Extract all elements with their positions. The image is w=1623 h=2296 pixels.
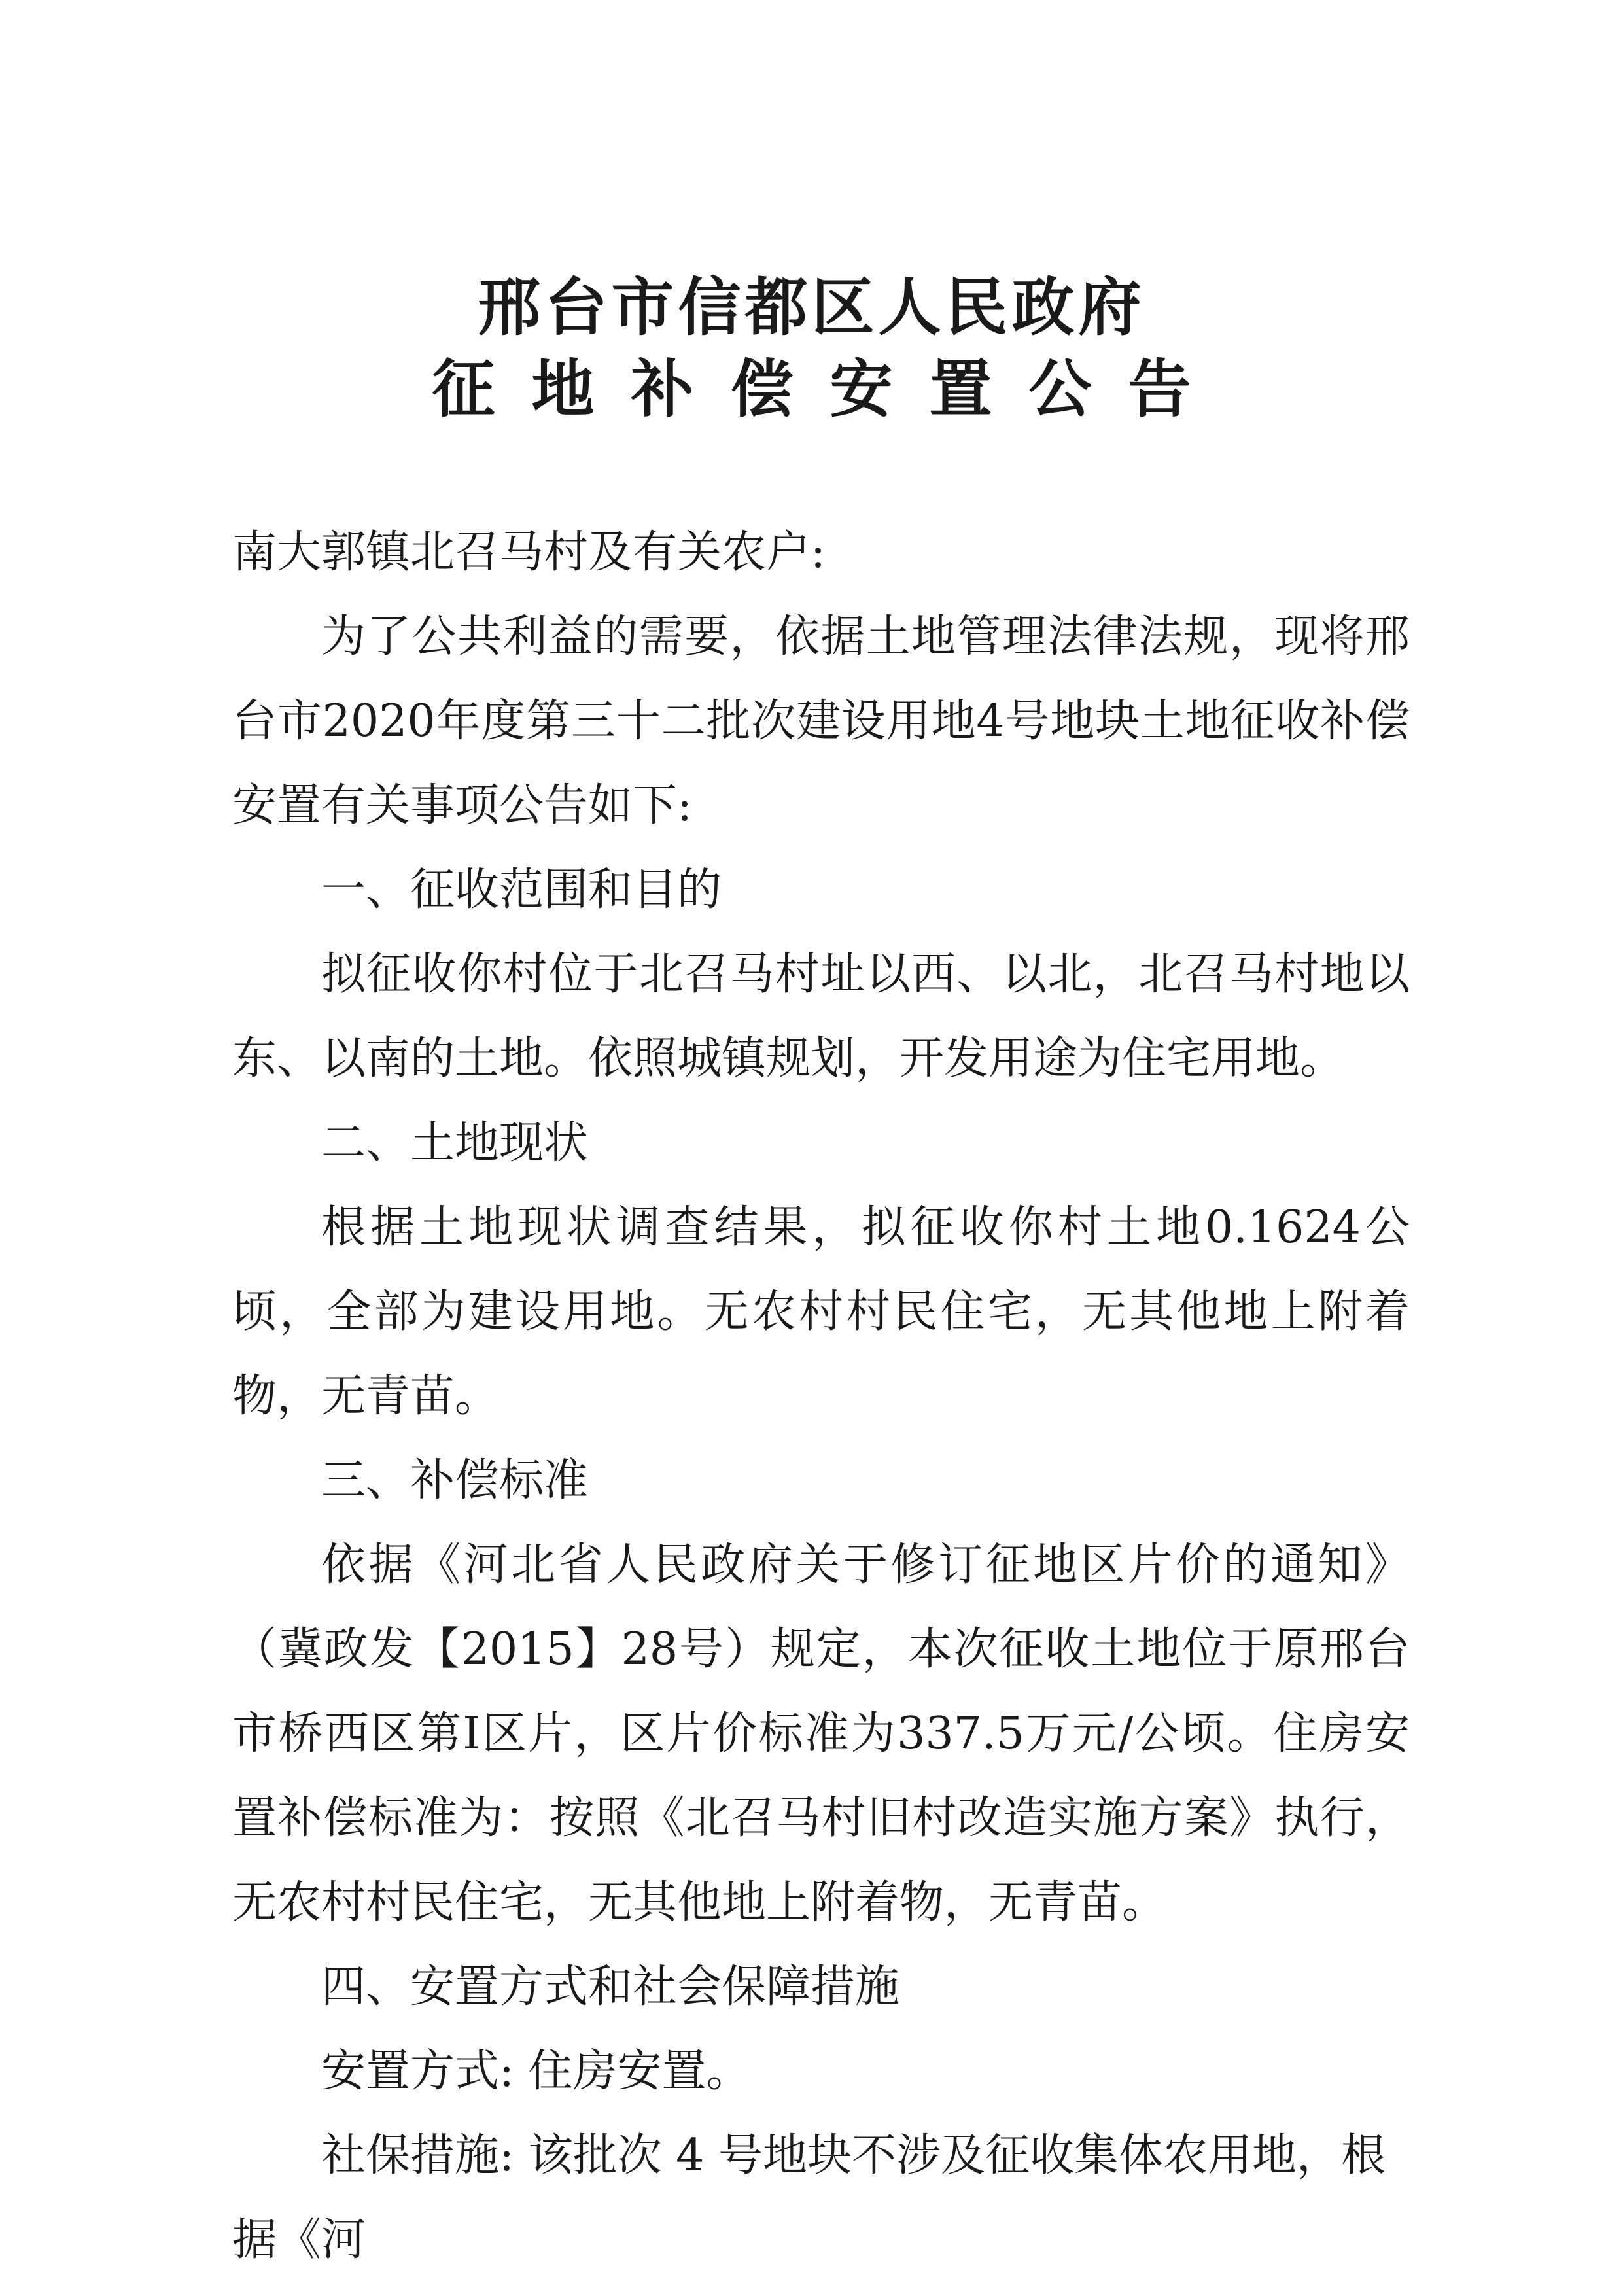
document-title-line2: 征地补偿安置公告 xyxy=(432,352,1228,426)
section-3-paragraph: 依据《河北省人民政府关于修订征地区片价的通知》（冀政发【2015】28号）规定，本次征收土地位于原邢台市桥西区第Ⅰ区片，区片价标准为337.5万元/公顷。住房安置补偿标准为：按照《北召马村旧村改造实施方案》执行，无农村村民住宅，无其他地上附着物，无青苗。 xyxy=(232,1539,1410,1928)
section-heading-2: 二、土地现状 xyxy=(321,1117,589,1169)
document-body xyxy=(232,510,1410,2282)
section-4-paragraph-2: 社保措施: 该批次 4 号地块不涉及征收集体农用地，根据《河 xyxy=(232,2130,1386,2266)
intro-paragraph: 为了公共利益的需要，依据土地管理法律法规，现将邢台市2020年度第三十二批次建设用地4号地块土地征收补偿安置有关事项公告如下: xyxy=(232,611,1410,831)
document-title-line1: 邢台市信都区人民政府 xyxy=(478,270,1145,344)
section-2-paragraph: 根据土地现状调查结果，拟征收你村土地0.1624公顷，全部为建设用地。无农村村民住宅，无其他地上附着物，无青苗。 xyxy=(232,1202,1410,1422)
section-heading-1: 一、征收范围和目的 xyxy=(321,864,722,916)
section-heading-3: 三、补偿标准 xyxy=(321,1455,589,1506)
section-heading-4: 四、安置方式和社会保障措施 xyxy=(321,1961,900,2013)
section-4-paragraph-1: 安置方式: 住房安置。 xyxy=(321,2045,751,2097)
addressee: 南大郭镇北召马村及有关农户: xyxy=(232,527,826,578)
section-1-paragraph: 拟征收你村位于北召马村址以西、以北，北召马村地以东、以南的土地。依照城镇规划，开发用途为住宅用地。 xyxy=(232,948,1410,1085)
